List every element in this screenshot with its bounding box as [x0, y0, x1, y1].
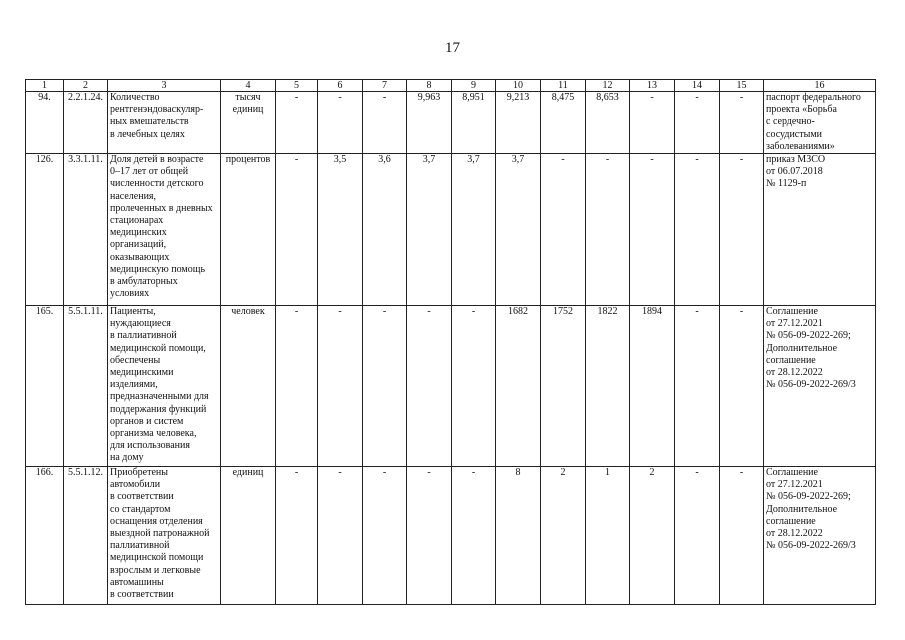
value-cell: 1894	[630, 306, 675, 467]
source-document: паспорт федерального проекта «Борьба с сердечно- сосудистыми заболеваниями»	[764, 92, 876, 154]
row-code: 2.2.1.24.	[64, 92, 108, 154]
value-cell: 3,7	[407, 154, 452, 306]
row-number: 165.	[26, 306, 64, 467]
value-cell: -	[318, 92, 363, 154]
row-number: 94.	[26, 92, 64, 154]
header-cell: 12	[586, 80, 630, 92]
header-cell: 16	[764, 80, 876, 92]
value-cell: 2	[541, 467, 586, 605]
row-number: 166.	[26, 467, 64, 605]
value-cell: -	[720, 154, 764, 306]
row-code: 3.3.1.11.	[64, 154, 108, 306]
value-cell: -	[363, 467, 407, 605]
value-cell: 8,475	[541, 92, 586, 154]
value-cell: 3,7	[496, 154, 541, 306]
header-cell: 11	[541, 80, 586, 92]
value-cell: -	[407, 306, 452, 467]
row-number: 126.	[26, 154, 64, 306]
indicator-name: Приобретены автомобили в соответствии со стандартом оснащения отделения выездной патронажной паллиативной медицинской помощи взрослым и легковые автомашины в соответствии	[108, 467, 221, 605]
source-document: Соглашение от 27.12.2021 № 056-09-2022-269; Дополнительное соглашение от 28.12.2022 № 056-09-2022-269/3	[764, 306, 876, 467]
value-cell: -	[276, 92, 318, 154]
indicator-name: Количество рентгенэндоваскуляр- ных вмешательств в лечебных целях	[108, 92, 221, 154]
page-number: 17	[445, 40, 460, 56]
value-cell: 8,653	[586, 92, 630, 154]
value-cell: -	[363, 306, 407, 467]
value-cell: -	[363, 92, 407, 154]
value-cell: 1822	[586, 306, 630, 467]
value-cell: -	[452, 306, 496, 467]
header-cell: 14	[675, 80, 720, 92]
header-cell: 10	[496, 80, 541, 92]
header-cell: 15	[720, 80, 764, 92]
value-cell: 8	[496, 467, 541, 605]
header-cell: 6	[318, 80, 363, 92]
source-document: Соглашение от 27.12.2021 № 056-09-2022-269; Дополнительное соглашение от 28.12.2022 № 056-09-2022-269/3	[764, 467, 876, 605]
value-cell: -	[630, 92, 675, 154]
value-cell: -	[720, 92, 764, 154]
value-cell: 1	[586, 467, 630, 605]
header-cell: 1	[26, 80, 64, 92]
header-cell: 13	[630, 80, 675, 92]
header-cell: 5	[276, 80, 318, 92]
row-code: 5.5.1.12.	[64, 467, 108, 605]
value-cell: -	[318, 306, 363, 467]
table-row	[26, 467, 876, 605]
value-cell: -	[675, 306, 720, 467]
table-row	[26, 154, 876, 306]
value-cell: 1682	[496, 306, 541, 467]
header-cell: 4	[221, 80, 276, 92]
unit: процентов	[221, 154, 276, 306]
header-cell: 3	[108, 80, 221, 92]
value-cell: -	[276, 467, 318, 605]
value-cell: -	[630, 154, 675, 306]
value-cell: -	[720, 467, 764, 605]
value-cell: -	[675, 92, 720, 154]
value-cell: 3,6	[363, 154, 407, 306]
row-code: 5.5.1.11.	[64, 306, 108, 467]
unit: человек	[221, 306, 276, 467]
table-header-row	[26, 80, 876, 92]
header-cell: 7	[363, 80, 407, 92]
table-row	[26, 306, 876, 467]
indicator-name: Пациенты, нуждающиеся в паллиативной медицинской помощи, обеспечены медицинскими изделиями, предназначенными для поддержания функций органов и систем организма человека, для использования на дому	[108, 306, 221, 467]
value-cell: -	[318, 467, 363, 605]
indicators-table	[25, 79, 876, 605]
unit: тысяч единиц	[221, 92, 276, 154]
value-cell: 1752	[541, 306, 586, 467]
value-cell: 8,951	[452, 92, 496, 154]
value-cell: 2	[630, 467, 675, 605]
value-cell: -	[407, 467, 452, 605]
unit: единиц	[221, 467, 276, 605]
value-cell: -	[276, 306, 318, 467]
value-cell: 9,213	[496, 92, 541, 154]
value-cell: -	[720, 306, 764, 467]
indicator-name: Доля детей в возрасте 0–17 лет от общей численности детского населения, пролеченных в дневных стационарах медицинских организаций, оказывающих медицинскую помощь в амбулаторных условиях	[108, 154, 221, 306]
table-row	[26, 92, 876, 154]
value-cell: -	[541, 154, 586, 306]
value-cell: 3,7	[452, 154, 496, 306]
header-cell: 2	[64, 80, 108, 92]
source-document: приказ МЗСО от 06.07.2018 № 1129-п	[764, 154, 876, 306]
header-cell: 8	[407, 80, 452, 92]
value-cell: -	[586, 154, 630, 306]
value-cell: -	[675, 467, 720, 605]
value-cell: 9,963	[407, 92, 452, 154]
value-cell: -	[276, 154, 318, 306]
value-cell: -	[675, 154, 720, 306]
value-cell: 3,5	[318, 154, 363, 306]
value-cell: -	[452, 467, 496, 605]
header-cell: 9	[452, 80, 496, 92]
